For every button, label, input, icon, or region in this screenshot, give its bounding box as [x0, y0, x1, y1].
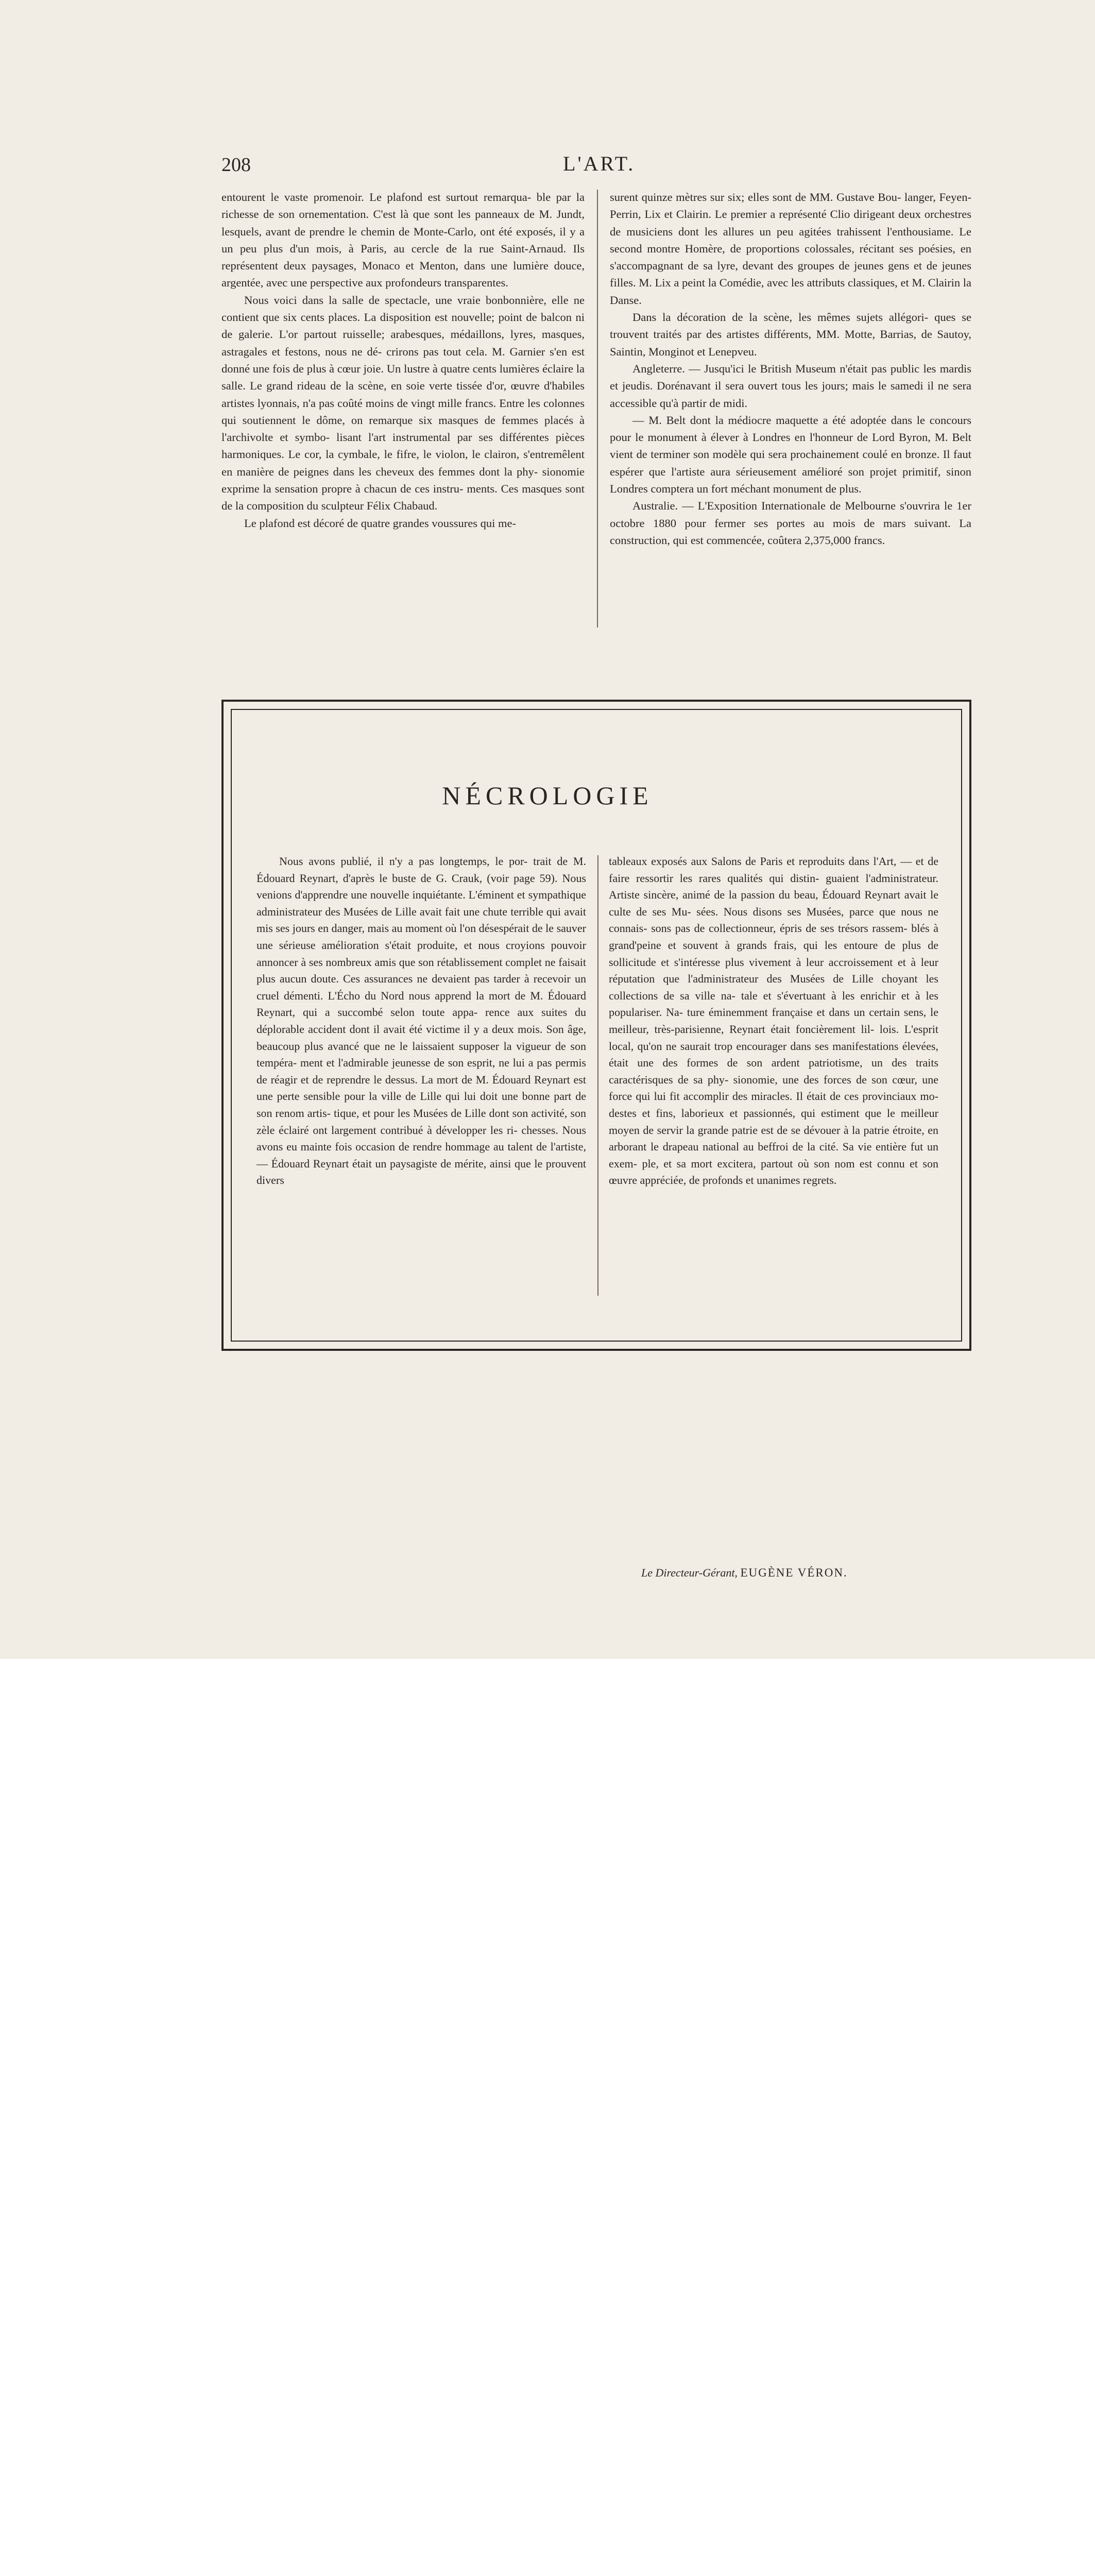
- signature-role: Le Directeur-Gérant,: [641, 1566, 738, 1579]
- paragraph: Le plafond est décoré de quatre grandes voussures qui me-: [244, 516, 516, 530]
- paragraph: Angleterre. — Jusqu'ici le British Museum n'était pas public les mardis et jeudis. Dorénavant il sera ouvert tous les jours; mais le samedi il ne sera accessible qu'à partir de midi.: [610, 362, 971, 410]
- paragraph: Nous voici dans la salle de spectacle, une vraie bonbonnière, elle ne contient que six cents places. La disposition est nouvelle; point de balcon ni de galerie. L'or partout ruisselle; arabesques, médaillons, lyres, masques, astragales et festons, nous ne dé- crirons pas tout cela. M. Garnier s'en est donné une fois de plus à cœur joie. Un lustre à quatre cents lumières éclaire la salle. Le grand rideau de la scène, en soie verte tissée d'or, œuvre d'habiles artistes lyonnais, n'a pas coûté moins de vingt mille francs. Entre les colonnes qui soutiennent le dôme, on remarque six masques de femmes placés à l'archivolte et symbo- lisant l'art instrumental par ses différentes pièces harmoniques. Le cor, la cymbale, le fifre, le violon, le clairon, s'entremêlent en manière de peignes dans les cheveux des femmes dont la phy- sionomie exprime la sensation propre à chacun de ces instru- ments. Ces masques sont de la composition du sculpteur Félix Chabaud.: [221, 293, 585, 513]
- paragraph: entourent le vaste promenoir. Le plafond est surtout remarqua- ble par la richesse de son ornementation. C'est là que sont les panneaux de M. Jundt, lesquels, avant de prendre le chemin de Monte-Carlo, ont été exposés, il y a un peu plus d'un mois, à Paris, au cercle de la rue Saint-Arnaud. Ils représentent deux paysages, Monaco et Menton, dans une lumière douce, argentée, avec une perspective aux profondeurs transparentes.: [221, 191, 585, 290]
- digitization-footer: [0, 1659, 1095, 1736]
- signature-name: EUGÈNE VÉRON.: [740, 1566, 848, 1579]
- necrologie-title: NÉCROLOGIE: [442, 781, 653, 810]
- top-left-column: [221, 189, 585, 532]
- signature: [641, 1566, 848, 1580]
- paragraph: Nous avons publié, il n'y a pas longtemps, le por- trait de M. Édouard Reynart, d'après le buste de G. Crauk, (voir page 59). Nous venions d'apprendre une nouvelle inquiétante. L'éminent et sympathique administrateur des Musées de Lille avait fait une chute terrible qui avait mis ses jours en danger, mais au moment où l'on désespérait de le sauver une sérieuse amélioration s'était produite, et nous croyions pouvoir annoncer à ses nombreux amis que son rétablissement complet ne faisait plus aucun doute. Ces assurances ne devaient pas tarder à recevoir un cruel démenti. L'Écho du Nord nous apprend la mort de M. Édouard Reynart, qui a succombé selon toute appa- rence aux suites du déplorable accident dont il avait été victime il y a deux mois. Son âge, beaucoup plus avancé que ne le laissaient supposer la vigueur de son tempéra- ment et l'admirable jeunesse de son esprit, ne lui a pas permis de réagir et de reprendre le dessus. La mort de M. Édouard Reynart est une perte sensible pour la ville de Lille qui lui doit une bonne part de son renom artis- tique, et pour les Musées de Lille dont son activité, son zèle éclairé ont largement contribué à développer les ri- chesses. Nous avons eu mainte fois occasion de rendre hommage au talent de l'artiste, — Édouard Reynart était un paysagiste de mérite, ainsi que le prouvent divers: [256, 855, 586, 1187]
- journal-title: L'ART.: [563, 152, 636, 175]
- paragraph: Australie. — L'Exposition Internationale de Melbourne s'ouvrira le 1er octobre 1880 pour fermer ses portes au mois de mars suivant. La construction, qui est commencée, coûtera 2,375,000 francs.: [610, 499, 971, 547]
- necrologie-left-column: [256, 853, 586, 1189]
- column-divider: [597, 855, 598, 1296]
- page-number: 208: [221, 154, 251, 176]
- paragraph: — M. Belt dont la médiocre maquette a été adoptée dans le concours pour le monument à élever à Londres en l'honneur de Lord Byron, M. Belt vient de terminer son modèle qui sera prochainement coulé en bronze. Il faut espérer que l'artiste aura sérieusement amélioré son projet primitif, sinon Londres comptera un fort méchant monument de plus.: [610, 413, 971, 496]
- necrologie-right-column: [609, 853, 938, 1189]
- top-right-column: [610, 189, 971, 549]
- column-divider: [597, 190, 598, 628]
- paragraph: surent quinze mètres sur six; elles sont de MM. Gustave Bou- langer, Feyen-Perrin, Lix et Clairin. Le premier a représenté Clio dirigeant deux orchestres de musiciens dont les allures un peu agitées trahissent l'enthousiame. Le second montre Homère, de proportions colossales, récitant ses poésies, en s'accompagnant de sa lyre, devant des groupes de jeunes gens et de jeunes filles. M. Lix a peint la Comédie, avec les attributs classiques, et M. Clairin la Danse.: [610, 191, 971, 307]
- paragraph: Dans la décoration de la scène, les mêmes sujets allégori- ques se trouvent traités par des artistes différents, MM. Motte, Barrias, de Sautoy, Saintin, Monginot et Lenepveu.: [610, 311, 971, 358]
- paragraph: tableaux exposés aux Salons de Paris et reproduits dans l'Art, — et de faire ressortir les rares qualités qui distin- guaient l'administrateur. Artiste sincère, animé de la passion du beau, Édouard Reynart avait le culte de ses Mu- sées. Nous disons ses Musées, parce que nous ne connais- sons pas de collectionneur, épris de ses trésors rassem- blés à grand'peine et souvent à grands frais, qui les entoure de plus de sollicitude et s'intéresse plus vivement à leur accroissement et à leur réputation que l'administrateur des Musées de Lille choyant les collections de sa ville na- tale et s'évertuant à les enrichir et à les populariser. Na- ture éminemment française et dans un certain sens, le meilleur, très-parisienne, Reynart était foncièrement lil- lois. L'esprit local, qu'on ne saurait trop encourager dans ses manifestations élevées, était une des formes de son ardent patriotisme, un des traits caractérisques de sa phy- sionomie, une des forces de son cœur, une force qui lui fit accomplir des miracles. Il était de ces provinciaux mo- destes et fins, laborieux et passionnés, qui estiment que le meilleur moyen de servir la grande patrie est de se dévouer à la patrie étroite, en arborant le drapeau national au beffroi de la cité. Sa vie entière fut un exem- ple, et sa mort excitera, partout où son nom est connu et son œuvre appréciée, de profonds et unanimes regrets.: [609, 855, 938, 1187]
